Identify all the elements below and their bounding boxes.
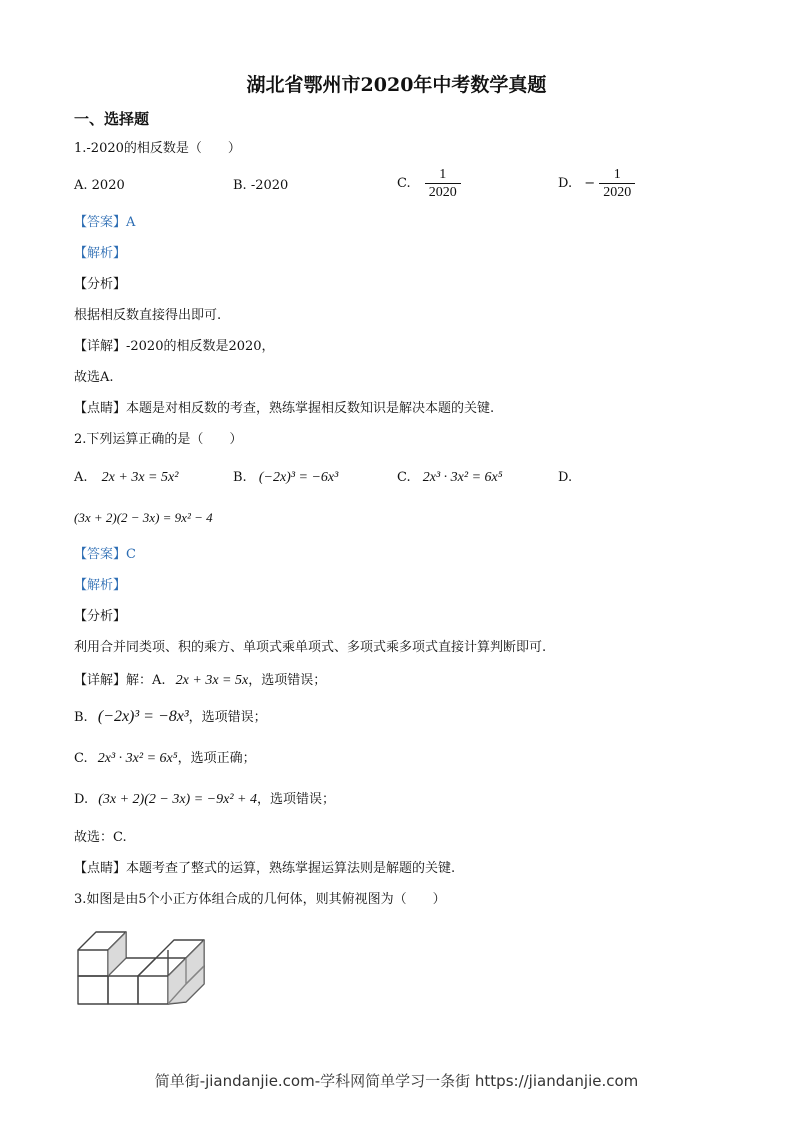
q2-detail-d-expr: (3x + 2)(2 − 3x) = −9x² + 4 xyxy=(98,792,257,807)
cube-top-left-front xyxy=(78,950,108,976)
cube-bottom-3 xyxy=(138,976,168,1004)
q1-choose: 故选A. xyxy=(74,370,114,385)
q2-choose: 故选：C. xyxy=(74,830,127,845)
q2-detail-b-suffix: ，选项错误； xyxy=(188,710,267,725)
q2-detail-c xyxy=(74,750,256,768)
q2-detail-b xyxy=(74,708,267,727)
q2-option-c xyxy=(397,469,503,487)
q2-option-a xyxy=(74,469,178,487)
fraction-denominator: 2020 xyxy=(425,183,461,201)
q1-comment: 【点睛】本题是对相反数的考查，熟练掌握相反数知识是解决本题的关键. xyxy=(74,401,495,416)
q2-option-a-label: A. xyxy=(74,470,88,485)
q2-option-a-expr: 2x + 3x = 5x² xyxy=(101,470,179,485)
q2-option-c-expr: 2x³ · 3x² = 6x⁵ xyxy=(422,470,503,485)
q1-stem: 1.-2020的相反数是（ ） xyxy=(74,141,241,156)
q2-detail-d xyxy=(74,791,335,809)
q1-option-c-label: C. xyxy=(397,176,411,191)
q2-detail-a xyxy=(74,672,326,690)
cube-bottom-1 xyxy=(78,976,108,1004)
q3-stem: 3.如图是由5个小正方体组合成的几何体，则其俯视图为（ ） xyxy=(74,892,446,907)
q2-option-b xyxy=(233,469,338,487)
q2-detail-b-label: B. xyxy=(74,710,88,725)
q1-option-a: A. 2020 xyxy=(74,178,125,193)
q2-option-b-expr: (−2x)³ = −6x³ xyxy=(258,470,339,485)
q1-answer: 【答案】A xyxy=(74,215,136,230)
q2-option-c-label: C. xyxy=(397,470,411,485)
q1-option-c xyxy=(397,166,461,201)
q2-detail-d-label: D. xyxy=(74,792,89,807)
q2-detail-a-suffix: ，选项错误； xyxy=(248,673,327,688)
q2-fenxi-text: 利用合并同类项、积的乘方、单项式乘单项式、多项式乘多项式直接计算判断即可. xyxy=(74,640,547,655)
footer-watermark: 简单街-jiandanjie.com-学科网简单学习一条街 https://jiandanjie.com xyxy=(154,1072,639,1090)
q1-option-d-label: D. xyxy=(558,176,573,191)
fraction-numerator: 1 xyxy=(613,167,621,182)
q2-option-b-label: B. xyxy=(233,470,247,485)
q2-stem: 2.下列运算正确的是（ ） xyxy=(74,432,243,447)
q2-comment: 【点睛】本题考查了整式的运算，熟练掌握运算法则是解题的关键. xyxy=(74,861,456,876)
q2-detail-b-expr: (−2x)³ = −8x³ xyxy=(97,708,189,725)
q2-detail-c-label: C. xyxy=(74,751,88,766)
q1-fenxi-text: 根据相反数直接得出即可. xyxy=(74,308,222,323)
q2-detail-prefix: 【详解】解：A. xyxy=(74,673,166,688)
q2-fenxi: 【分析】 xyxy=(74,609,127,624)
q1-fenxi: 【分析】 xyxy=(74,277,127,292)
fraction-numerator: 1 xyxy=(439,167,447,182)
minus-sign: − xyxy=(584,176,596,191)
q2-detail-d-suffix: ，选项错误； xyxy=(256,792,335,807)
page-title: 湖北省鄂州市2020年中考数学真题 xyxy=(246,74,547,96)
q2-jiexi: 【解析】 xyxy=(74,578,127,593)
q1-jiexi: 【解析】 xyxy=(74,246,127,261)
q2-option-d-expr: (3x + 2)(2 − 3x) = 9x² − 4 xyxy=(74,510,213,525)
q1-option-d xyxy=(558,166,635,201)
q1-option-d-fraction xyxy=(599,166,635,201)
q1-option-c-fraction xyxy=(425,166,461,201)
section-heading: 一、选择题 xyxy=(74,110,150,128)
q2-option-d-label: D. xyxy=(558,470,573,485)
cube-bottom-2 xyxy=(108,976,138,1004)
cube-figure xyxy=(74,920,219,1010)
q2-detail-c-suffix: ，选项正确； xyxy=(177,751,256,766)
q2-detail-c-expr: 2x³ · 3x² = 6x⁵ xyxy=(97,751,178,766)
q1-detail: 【详解】-2020的相反数是2020， xyxy=(74,339,275,354)
fraction-denominator: 2020 xyxy=(599,183,635,201)
q1-option-b: B. -2020 xyxy=(233,178,289,193)
q2-detail-a-expr: 2x + 3x = 5x xyxy=(175,673,249,688)
q2-answer: 【答案】C xyxy=(74,547,136,562)
